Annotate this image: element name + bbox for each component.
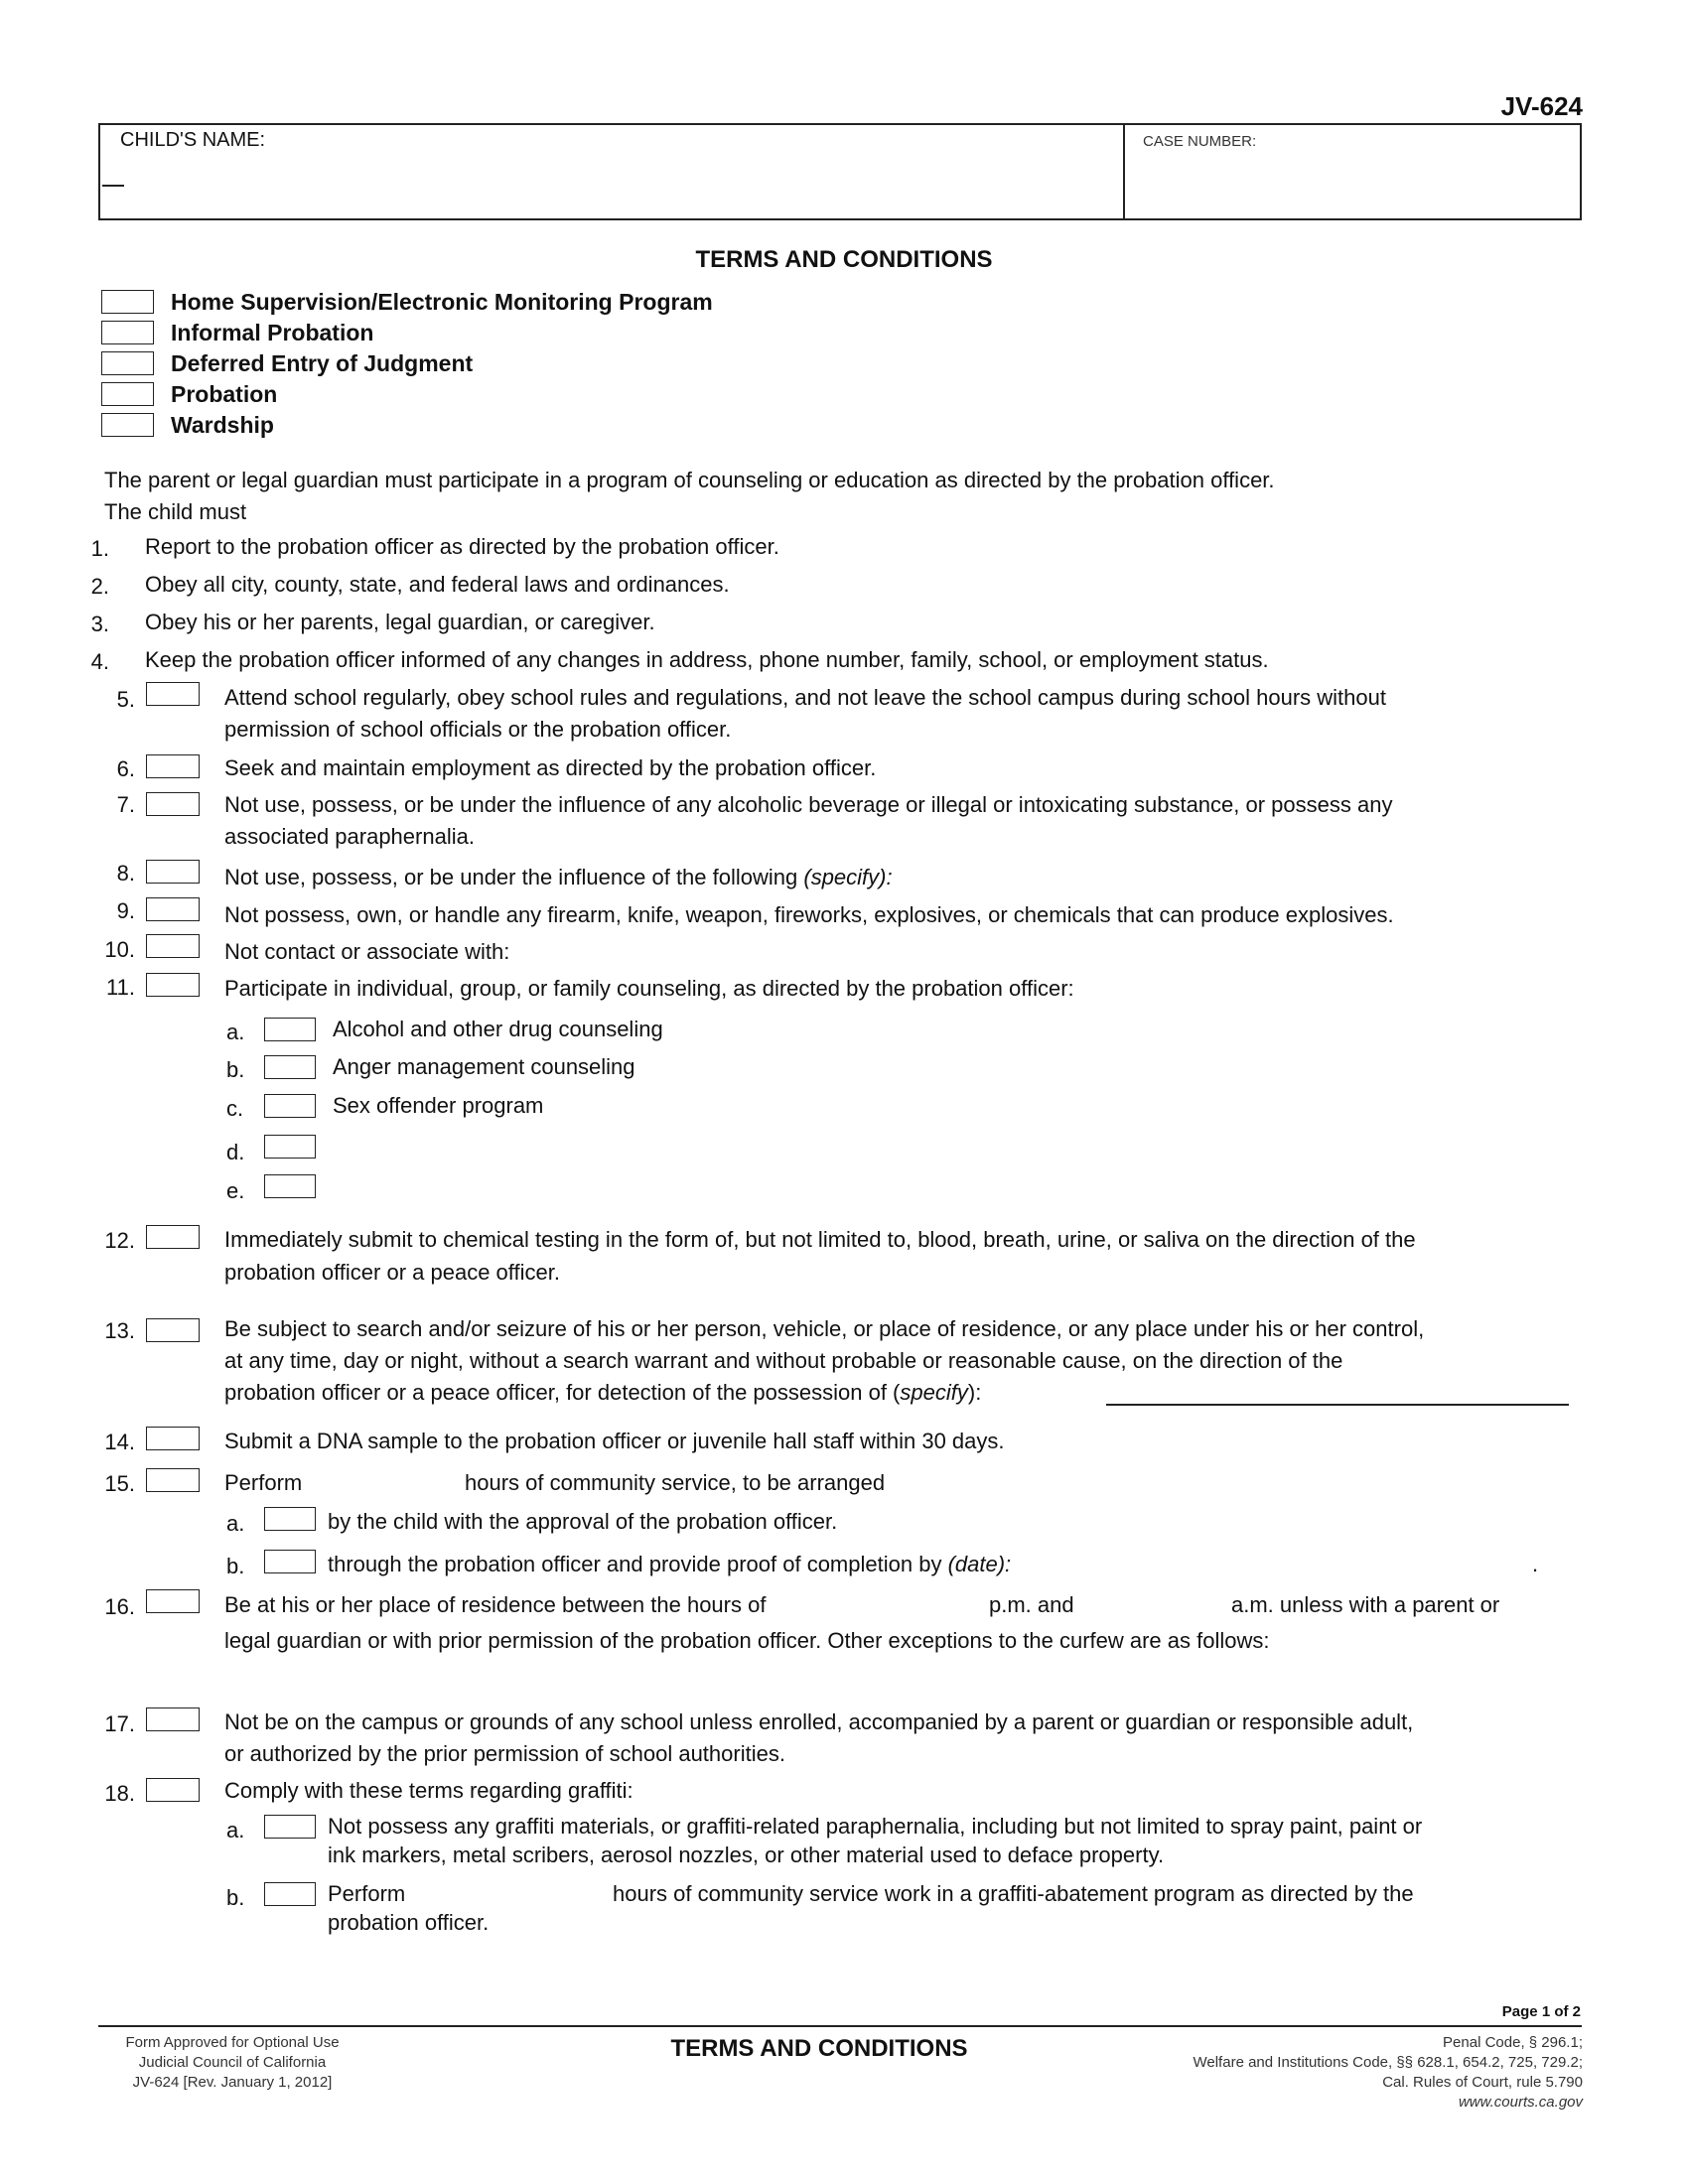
checkbox-condition-16[interactable] [146,1589,200,1613]
checkbox-condition-11e[interactable] [264,1174,316,1198]
condition-number: 1. [90,536,109,561]
condition-number: 2. [90,574,109,599]
sub-letter: d. [226,1140,245,1164]
condition-12-line-1: Immediately submit to chemical testing in the form of, but not limited to, blood, breath, urine, or saliva on the direction of the [224,1227,1416,1252]
checkbox-condition-6[interactable] [146,754,200,778]
footer-left-line: Judicial Council of California [138,2054,327,2071]
condition-18a-line-2: ink markers, metal scribers, aerosol nozzles, or other material used to deface property. [328,1843,1165,1867]
checkbox-condition-18a[interactable] [264,1815,316,1839]
condition-number: 14. [104,1430,135,1454]
condition-18b-text: hours of community service work in a graffiti-abatement program as directed by the [613,1881,1414,1906]
specify-label: (specify): [803,865,893,889]
checkbox-condition-15b[interactable] [264,1550,316,1573]
label-wardship: Wardship [171,412,274,438]
condition-number: 5. [116,687,135,712]
condition-15b-label: through the probation officer and provide proof of completion by [328,1552,942,1576]
case-number-label: CASE NUMBER: [1143,133,1257,150]
condition-13-line-3 [224,1376,981,1409]
footer-title: TERMS AND CONDITIONS [670,2035,968,2062]
condition-18a-line-1: Not possess any graffiti materials, or graffiti-related paraphernalia, including but not limited to spray paint, paint or [328,1814,1423,1839]
condition-number: 11. [106,975,135,1000]
sub-letter: b. [226,1554,245,1578]
checkbox-condition-9[interactable] [146,897,200,921]
condition-13-line-3-end: ): [967,1380,982,1405]
condition-number: 13. [104,1318,135,1343]
condition-number: 15. [104,1471,135,1496]
condition-5-line-2: permission of school officials or the probation officer. [224,717,732,742]
sub-letter: b. [226,1885,245,1910]
child-must-label: The child must [104,499,247,524]
condition-7-line-1: Not use, possess, or be under the influence of any alcoholic beverage or illegal or intoxicating substance, or possess any [224,792,1393,817]
condition-number: 17. [104,1711,135,1736]
form-number: JV-624 [1500,91,1583,121]
condition-6-text: Seek and maintain employment as directed by the probation officer. [224,755,877,780]
page-number: Page 1 of 2 [1501,2003,1581,2020]
checkbox-condition-13[interactable] [146,1318,200,1342]
date-label: (date): [947,1552,1012,1576]
condition-9-text: Not possess, own, or handle any firearm, knife, weapon, fireworks, explosives, or chemicals that can produce explosives. [224,902,1394,927]
condition-5-line-1: Attend school regularly, obey school rules and regulations, and not leave the school campus during school hours without [224,685,1386,710]
child-name-label: CHILD'S NAME: [120,129,266,151]
checkbox-condition-15a[interactable] [264,1507,316,1531]
checkbox-condition-18b[interactable] [264,1882,316,1906]
condition-number: 12. [104,1228,135,1253]
condition-13-line-3-label: probation officer or a peace officer, for detection of the possession of ( [224,1380,901,1405]
checkbox-wardship[interactable] [101,413,154,437]
condition-number: 10. [104,937,135,962]
checkbox-probation[interactable] [101,382,154,406]
condition-16-line-1: Be at his or her place of residence between the hours of [224,1592,767,1617]
condition-15a-text: by the child with the approval of the probation officer. [328,1509,838,1534]
sub-letter: c. [226,1096,244,1121]
condition-15-perform: Perform [224,1470,303,1495]
footer-divider [98,2025,1582,2027]
footer-legal-refs [1194,2033,1584,2113]
checkbox-condition-12[interactable] [146,1225,200,1249]
condition-number: 4. [90,649,109,674]
condition-3-text: Obey his or her parents, legal guardian, or caregiver. [145,610,655,634]
condition-13-specify-field[interactable] [1106,1404,1569,1406]
condition-16-line-2: legal guardian or with prior permission of the probation officer. Other exceptions to the curfew are as follows: [224,1628,1270,1653]
condition-11b-text: Anger management counseling [333,1054,635,1079]
checkbox-informal-probation[interactable] [101,321,154,344]
condition-13-line-1: Be subject to search and/or seizure of his or her person, vehicle, or place of residence, or any place under his or her control, [224,1316,1425,1341]
checkbox-condition-14[interactable] [146,1427,200,1450]
label-informal-probation: Informal Probation [171,320,374,345]
footer-right-line: Welfare and Institutions Code, §§ 628.1, 654.2, 725, 729.2; [1193,2054,1583,2071]
condition-18-text: Comply with these terms regarding graffiti: [224,1778,633,1803]
condition-11a-text: Alcohol and other drug counseling [333,1017,663,1041]
condition-number: 8. [116,861,135,886]
condition-15b-period: . [1532,1552,1539,1576]
condition-16-pm: p.m. and [989,1592,1074,1617]
condition-8-text [224,861,893,893]
footer-left-line: JV-624 [Rev. January 1, 2012] [132,2074,333,2091]
checkbox-deferred-entry[interactable] [101,351,154,375]
checkbox-condition-8[interactable] [146,860,200,884]
checkbox-condition-7[interactable] [146,792,200,816]
condition-14-text: Submit a DNA sample to the probation officer or juvenile hall staff within 30 days. [224,1429,1005,1453]
checkbox-condition-11d[interactable] [264,1135,316,1159]
checkbox-condition-11b[interactable] [264,1055,316,1079]
condition-17-line-1: Not be on the campus or grounds of any school unless enrolled, accompanied by a parent or guardian or responsible adult, [224,1709,1414,1734]
checkbox-condition-5[interactable] [146,682,200,706]
sub-letter: e. [226,1178,245,1203]
footer-left-line: Form Approved for Optional Use [125,2034,340,2051]
condition-number: 3. [90,612,109,636]
checkbox-condition-18[interactable] [146,1778,200,1802]
condition-11-text: Participate in individual, group, or family counseling, as directed by the probation officer: [224,976,1074,1001]
footer-right-line: Penal Code, § 296.1; [1443,2034,1583,2051]
page-title: TERMS AND CONDITIONS [695,246,993,273]
checkbox-condition-17[interactable] [146,1707,200,1731]
parent-requirement: The parent or legal guardian must participate in a program of counseling or education as directed by the probation officer. [104,468,1275,492]
condition-18b-perform: Perform [328,1881,406,1906]
condition-2-text: Obey all city, county, state, and federal laws and ordinances. [145,572,730,597]
condition-number: 6. [116,756,135,781]
condition-18b-line-2: probation officer. [328,1910,490,1935]
checkbox-condition-11c[interactable] [264,1094,316,1118]
label-home-supervision: Home Supervision/Electronic Monitoring Program [171,289,713,315]
condition-7-line-2: associated paraphernalia. [224,824,475,849]
condition-16-am: a.m. unless with a parent or [1231,1592,1500,1617]
sub-letter: a. [226,1511,245,1536]
checkbox-condition-15[interactable] [146,1468,200,1492]
label-deferred-entry: Deferred Entry of Judgment [171,350,474,376]
condition-15b-text [328,1548,1011,1580]
checkbox-condition-11[interactable] [146,973,200,997]
child-name-field[interactable] [102,185,124,187]
checkbox-condition-10[interactable] [146,934,200,958]
condition-15-text: hours of community service, to be arranged [465,1470,886,1495]
condition-17-line-2: or authorized by the prior permission of school authorities. [224,1741,785,1766]
condition-number: 16. [104,1594,135,1619]
checkbox-home-supervision[interactable] [101,290,154,314]
specify-label: specify [900,1380,968,1405]
condition-4-text: Keep the probation officer informed of any changes in address, phone number, family, school, or employment status. [145,647,1269,672]
condition-12-line-2: probation officer or a peace officer. [224,1260,560,1285]
sub-letter: a. [226,1818,245,1843]
condition-10-text: Not contact or associate with: [224,939,510,964]
condition-11c-text: Sex offender program [333,1093,544,1118]
sub-letter: a. [226,1020,245,1044]
caption-box [98,123,1582,220]
courts-website-link[interactable]: www.courts.ca.gov [1458,2094,1583,2111]
condition-1-text: Report to the probation officer as directed by the probation officer. [145,534,779,559]
footer-right-line: Cal. Rules of Court, rule 5.790 [1382,2074,1583,2091]
caption-divider [1123,125,1125,218]
condition-number: 7. [116,792,135,817]
condition-number: 18. [104,1781,135,1806]
condition-13-line-2: at any time, day or night, without a search warrant and without probable or reasonable cause, on the direction of the [224,1348,1343,1373]
condition-number: 9. [116,898,135,923]
checkbox-condition-11a[interactable] [264,1018,316,1041]
sub-letter: b. [226,1057,245,1082]
label-probation: Probation [171,381,278,407]
condition-8-label: Not use, possess, or be under the influence of the following [224,865,798,889]
